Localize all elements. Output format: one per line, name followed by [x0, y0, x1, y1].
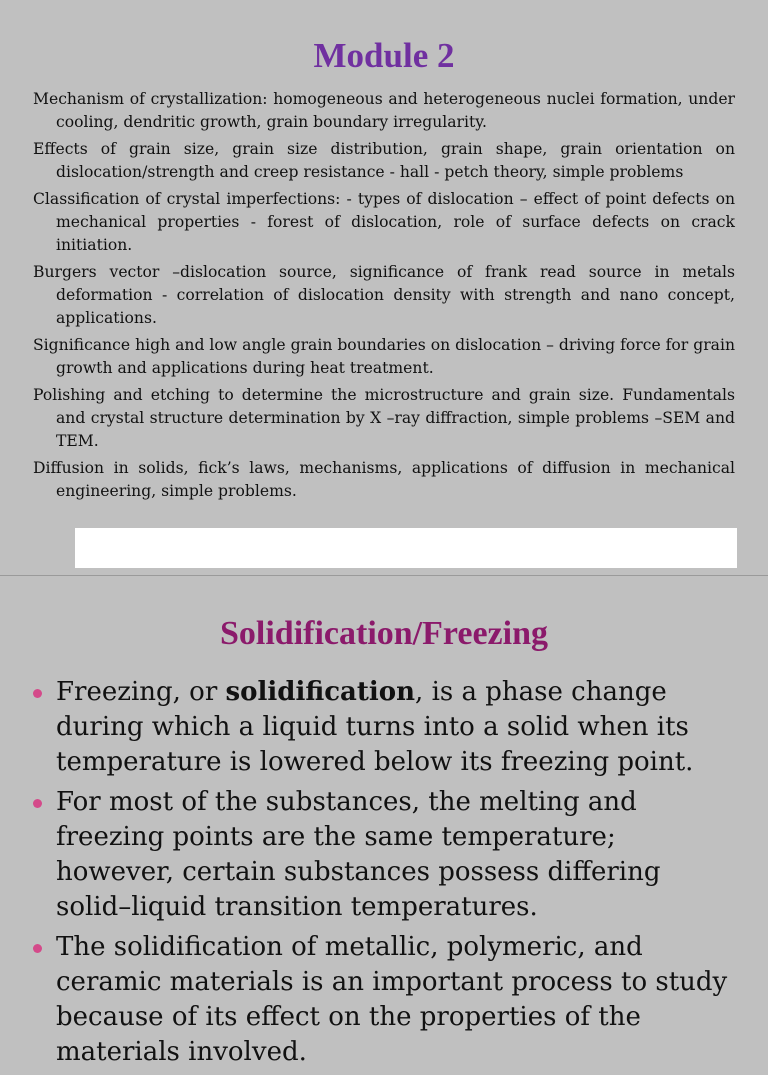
bullet-item	[33, 930, 733, 1070]
bullet-icon	[33, 689, 42, 698]
bullet-list	[33, 675, 733, 1075]
topic-item: Effects of grain size, grain size distribution, grain shape, grain orientation on dislocation/strength and creep resistance - hall - petch theory, simple problems	[33, 140, 735, 181]
bullet-item	[33, 785, 733, 925]
topic-item: Mechanism of crystallization: homogeneous and heterogeneous nuclei formation, under cooling, dendritic growth, grain boundary irregularity.	[33, 90, 735, 131]
bullet-text: Freezing, or solidification, is a phase change during which a liquid turns into a solid when its temperature is lowered below its freezing point.	[56, 677, 694, 777]
bullet-icon	[33, 799, 42, 808]
bullet-text: The solidification of metallic, polymeric, and ceramic materials is an important process to study because of its effect on the properties of the materials involved.	[56, 932, 728, 1067]
bullet-text: For most of the substances, the melting and freezing points are the same temperature; however, certain substances possess differing solid–liquid transition temperatures.	[56, 787, 661, 922]
bullet-item	[33, 675, 733, 780]
topic-item: Classification of crystal imperfections: - types of dislocation – effect of point defects on mechanical properties - forest of dislocation, role of surface defects on crack initiation.	[33, 190, 735, 254]
topic-item: Polishing and etching to determine the microstructure and grain size. Fundamentals and crystal structure determination by X –ray diffraction, simple problems –SEM and TEM.	[33, 386, 735, 450]
topic-list	[33, 88, 735, 507]
slide-solidification	[0, 577, 768, 1067]
slide-title: Solidification/Freezing	[219, 615, 548, 652]
slide-title: Module 2	[313, 36, 455, 75]
topic-item: Burgers vector –dislocation source, significance of frank read source in metals deformation - correlation of dislocation density with strength and nano concept, applications.	[33, 263, 735, 327]
topic-item: Diffusion in solids, fick’s laws, mechanisms, applications of diffusion in mechanical engineering, simple problems.	[33, 459, 735, 500]
bullet-icon	[33, 944, 42, 953]
blank-box	[75, 528, 737, 568]
topic-item: Significance high and low angle grain boundaries on dislocation – driving force for grain growth and applications during heat treatment.	[33, 336, 735, 377]
